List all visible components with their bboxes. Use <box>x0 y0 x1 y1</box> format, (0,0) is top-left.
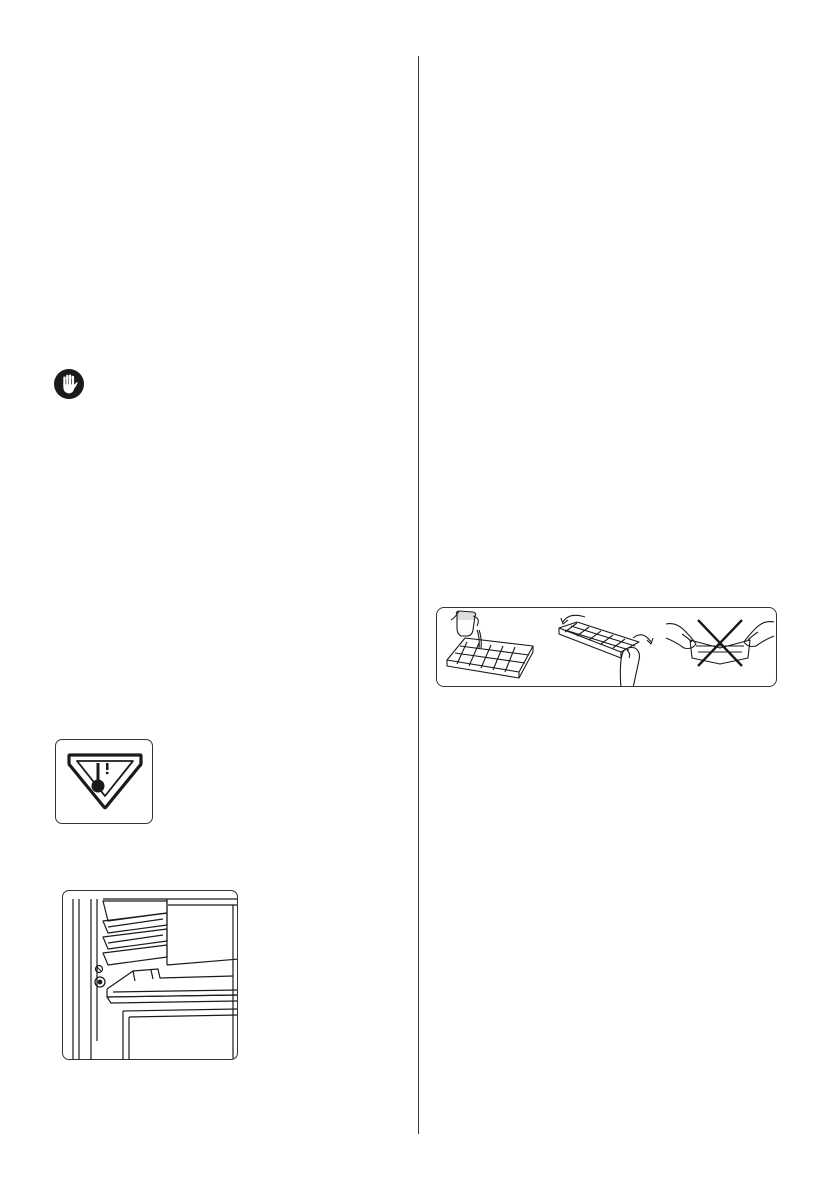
column-divider <box>418 56 419 1134</box>
pour-water-icon <box>437 608 547 687</box>
stop-hand-icon <box>53 368 85 400</box>
do-not-bend-icon <box>662 608 777 687</box>
ice-tray-instructions <box>436 607 777 687</box>
twist-tray-icon <box>547 608 662 687</box>
fridge-interior-illustration <box>62 890 238 1060</box>
thermometer-warning-icon <box>55 739 153 824</box>
